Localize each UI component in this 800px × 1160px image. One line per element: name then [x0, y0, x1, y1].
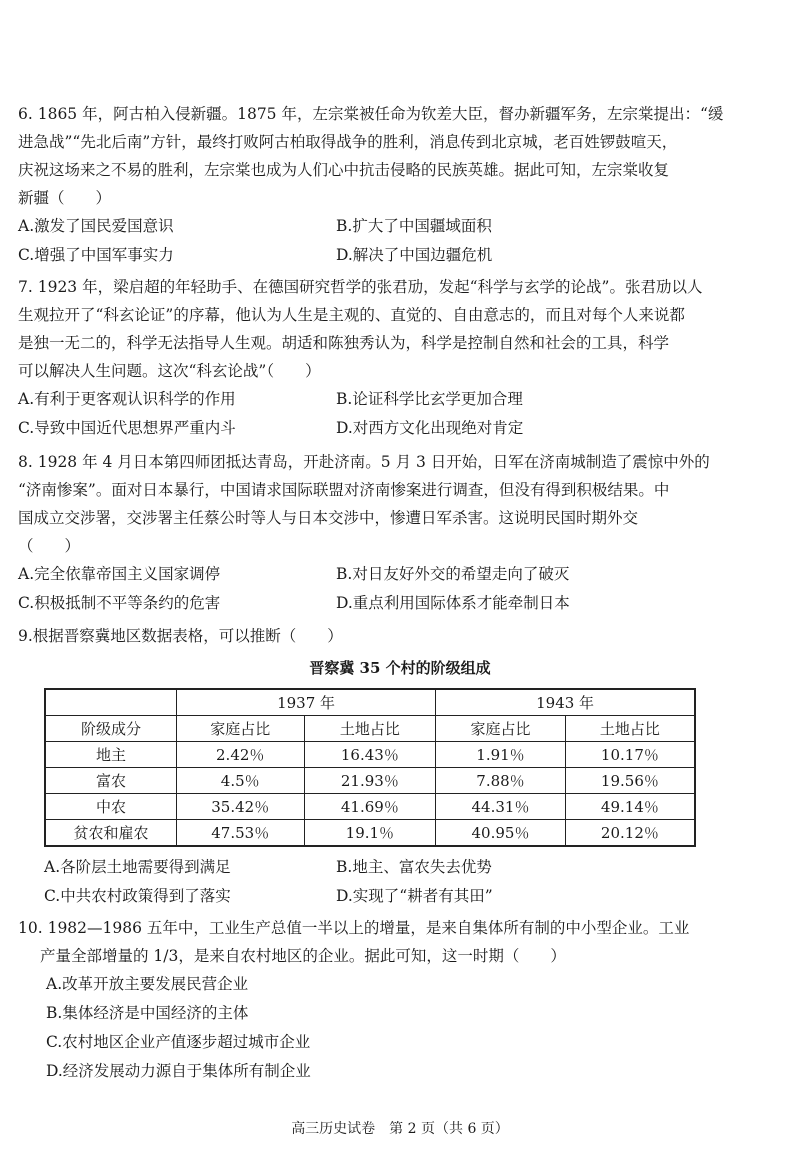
option-b: B.集体经济是中国经济的主体 [46, 1004, 249, 1022]
table-cell: 7.88％ [436, 768, 566, 794]
option-a: A.各阶层土地需要得到满足 [44, 858, 231, 876]
option-d: D.重点利用国际体系才能牵制日本 [336, 594, 570, 612]
column-header: 土地占比 [565, 716, 695, 742]
table-cell: 中农 [45, 794, 176, 820]
option-c: C.积极抵制不平等条约的危害 [18, 594, 221, 612]
question-6-line: 进急战”“先北后南”方针，最终打败阿古柏取得战争的胜利，消息传到北京城，老百姓锣鼓喧天， [18, 133, 678, 151]
table-cell: 贫农和雇农 [45, 820, 176, 847]
table-cell: 19.56％ [565, 768, 695, 794]
option-d: D.经济发展动力源自于集体所有制企业 [46, 1062, 311, 1080]
table-cell: 49.14％ [565, 794, 695, 820]
option-c: C.增强了中国军事实力 [18, 246, 174, 264]
question-6-line: 庆祝这场来之不易的胜利，左宗棠也成为人们心中抗击侵略的民族英雄。据此可知，左宗棠收复 [18, 161, 670, 179]
table-cell: 4.5％ [176, 768, 304, 794]
question-6-line: 6. 1865 年，阿古柏入侵新疆。1875 年，左宗棠被任命为钦差大臣，督办新疆军务，左宗棠提出：“缓 [18, 105, 724, 123]
question-6 [18, 100, 770, 270]
table-row [45, 820, 695, 847]
table-cell: 35.42％ [176, 794, 304, 820]
option-a: A.激发了国民爱国意识 [18, 217, 174, 235]
page-footer: 高三历史试卷 第 2 页（共 6 页） [291, 1121, 509, 1137]
table-cell: 40.95％ [436, 820, 566, 847]
table-cell: 富农 [45, 768, 176, 794]
table-cell: 地主 [45, 742, 176, 768]
table-cell: 20.12％ [565, 820, 695, 847]
option-d: D.实现了“耕者有其田” [336, 887, 493, 905]
table-cell: 16.43％ [304, 742, 436, 768]
table-corner-cell [45, 689, 176, 716]
table-cell: 1.91％ [436, 742, 566, 768]
table-row [45, 768, 695, 794]
column-header: 家庭占比 [436, 716, 566, 742]
option-b: B.地主、富农失去优势 [336, 858, 492, 876]
option-d: D.解决了中国边疆危机 [336, 246, 493, 264]
table-cell: 44.31％ [436, 794, 566, 820]
table-title: 晋察冀 35 个村的阶级组成 [309, 659, 491, 677]
question-8-options [18, 560, 770, 618]
table-row [45, 794, 695, 820]
question-7-line: 生观拉开了“科玄论证”的序幕，他认为人生是主观的、直觉的、自由意志的，而且对每个人来说都 [18, 306, 685, 324]
question-8-line: “济南惨案”。面对日本暴行，中国请求国际联盟对济南惨案进行调查，但没有得到积极结果。中 [18, 481, 670, 499]
option-c: C.导致中国近代思想界严重内斗 [18, 419, 236, 437]
question-10 [18, 914, 770, 1086]
option-c: C.中共农村政策得到了落实 [44, 887, 231, 905]
table-cell: 21.93％ [304, 768, 436, 794]
option-c: C.农村地区企业产值逐步超过城市企业 [46, 1033, 311, 1051]
option-a: A.完全依靠帝国主义国家调停 [18, 565, 221, 583]
table-row [45, 742, 695, 768]
option-b: B.扩大了中国疆域面积 [336, 217, 492, 235]
question-8 [18, 448, 770, 618]
question-8-line: 8. 1928 年 4 月日本第四师团抵达青岛，开赴济南。5 月 3 日开始，日军在济南城制造了震惊中外的 [18, 453, 710, 471]
question-6-line: 新疆（ ） [18, 189, 112, 207]
question-8-line: 国成立交涉署，交涉署主任蔡公时等人与日本交涉中，惨遭日军杀害。这说明民国时期外交 [18, 509, 639, 527]
question-9-options [18, 853, 770, 911]
year-header: 1937 年 [176, 689, 435, 716]
option-d: D.对西方文化出现绝对肯定 [336, 419, 524, 437]
question-10-line: 10. 1982—1986 五年中，工业生产总值一半以上的增量，是来自集体所有制的中小型企业。工业 [18, 919, 690, 937]
option-b: B.对日友好外交的希望走向了破灭 [336, 565, 570, 583]
class-composition-table [44, 688, 696, 847]
option-a: A.有利于更客观认识科学的作用 [18, 390, 236, 408]
question-10-line: 产量全部增量的 1/3，是来自农村地区的企业。据此可知，这一时期（ ） [40, 947, 566, 965]
question-7-line: 7. 1923 年，梁启超的年轻助手、在德国研究哲学的张君劢，发起“科学与玄学的论战”。张君劢以人 [18, 278, 703, 296]
column-header: 阶级成分 [45, 716, 176, 742]
question-7-line: 可以解决人生问题。这次“科玄论战”（ ） [18, 362, 321, 380]
table-cell: 47.53％ [176, 820, 304, 847]
column-header: 家庭占比 [176, 716, 304, 742]
question-7 [18, 273, 770, 443]
year-header: 1943 年 [436, 689, 695, 716]
question-8-line: （ ） [18, 537, 81, 555]
table-cell: 10.17％ [565, 742, 695, 768]
table-header-row [45, 716, 695, 742]
table-cell: 41.69％ [304, 794, 436, 820]
question-10-options [18, 970, 770, 1086]
option-a: A.改革开放主要发展民营企业 [46, 975, 249, 993]
question-7-options [18, 385, 770, 443]
question-6-options [18, 212, 770, 270]
table-header-row [45, 689, 695, 716]
question-9-options-block [18, 853, 770, 911]
question-9 [18, 622, 770, 650]
column-header: 土地占比 [304, 716, 436, 742]
table-cell: 19.1％ [304, 820, 436, 847]
option-b: B.论证科学比玄学更加合理 [336, 390, 523, 408]
question-7-line: 是独一无二的，科学无法指导人生观。胡适和陈独秀认为，科学是控制自然和社会的工具，科学 [18, 334, 670, 352]
question-9-line: 9.根据晋察冀地区数据表格，可以推断（ ） [18, 627, 343, 645]
table-cell: 2.42％ [176, 742, 304, 768]
